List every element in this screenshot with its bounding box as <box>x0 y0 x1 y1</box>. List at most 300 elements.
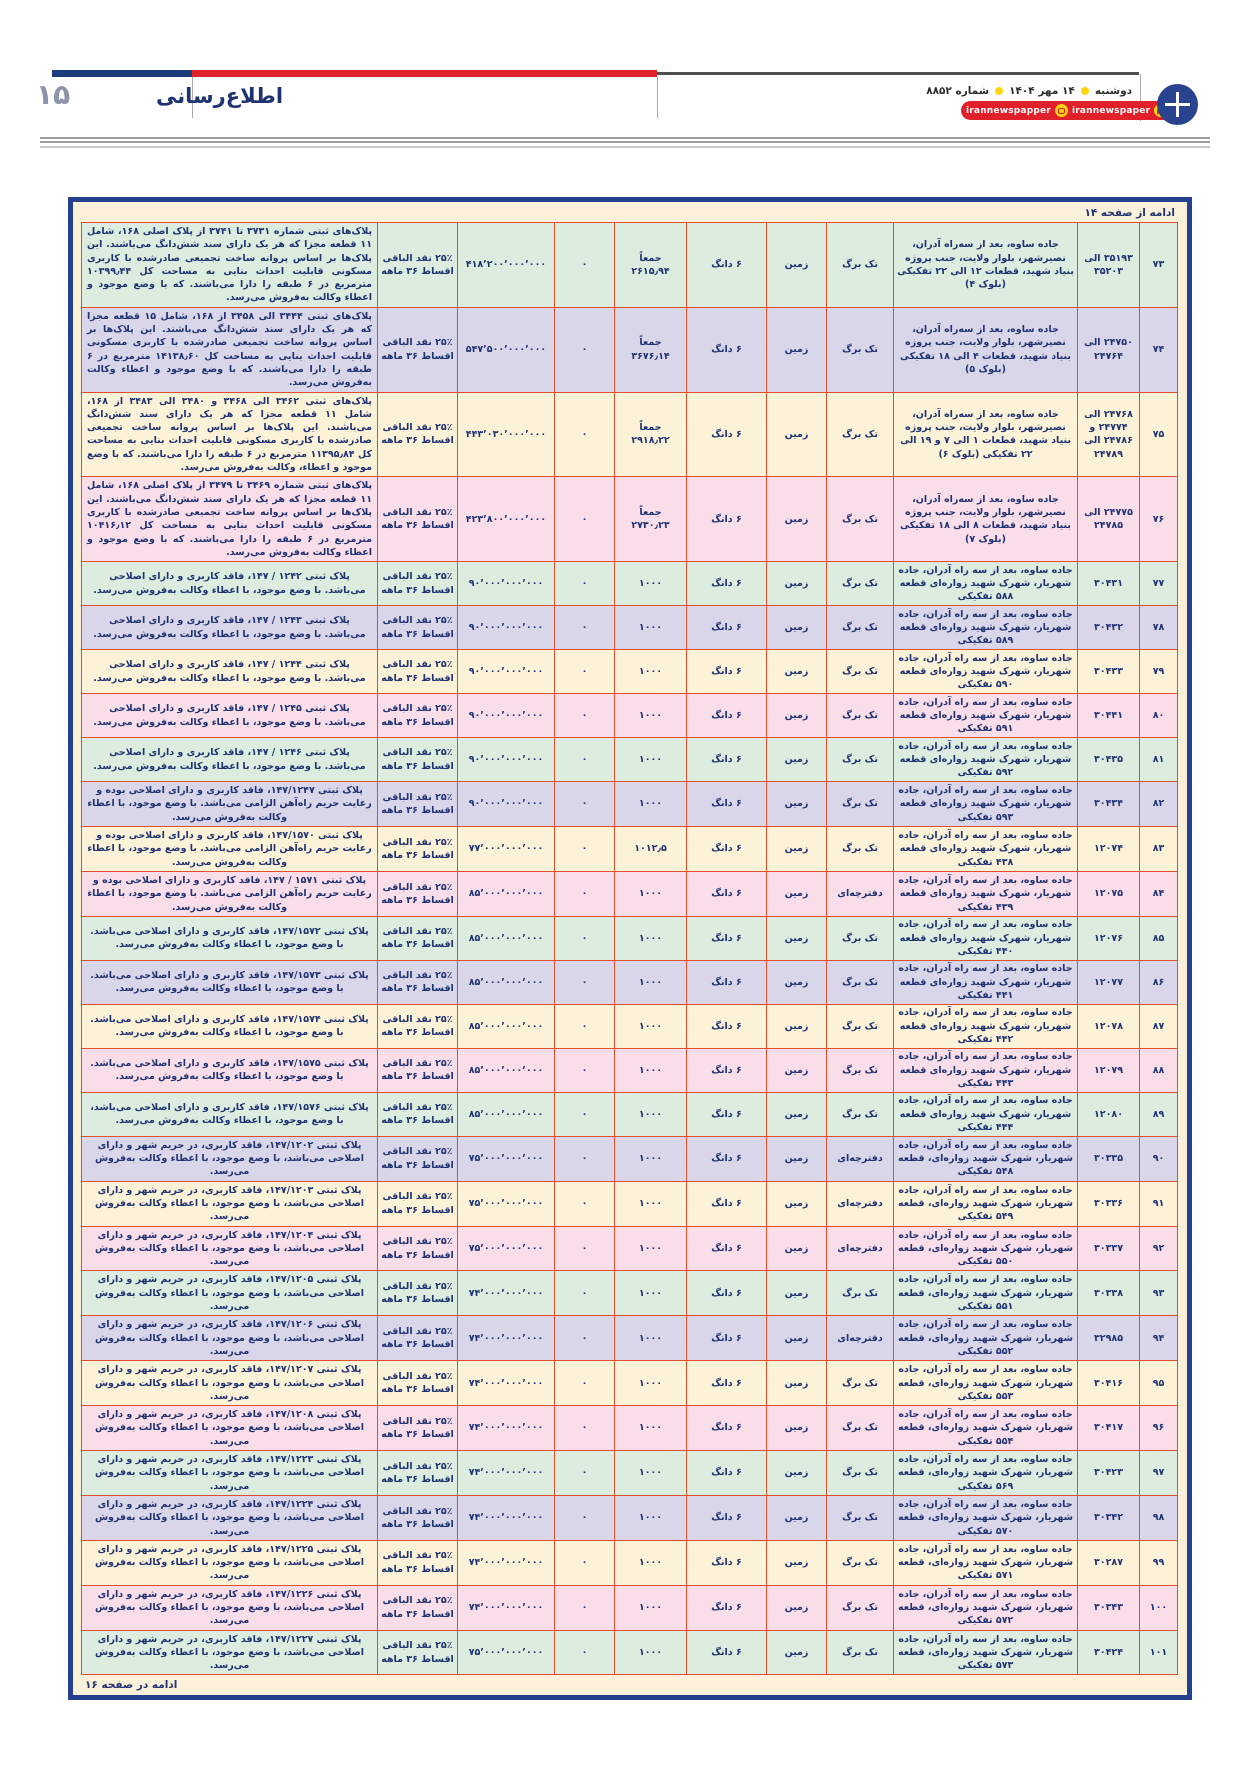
description-cell: پلاک ثبتی ۱۴۷/۱۲۲۷، فاقد کاربری، در حریم شهر و دارای اصلاحی می‌باشد، با وضع موجود، با اعطاء وکالت به‌فروش می‌رسد. <box>82 1630 378 1675</box>
price-cell: ۷۴٬۰۰۰٬۰۰۰٬۰۰۰ <box>458 1271 555 1316</box>
property-type-cell: زمین <box>767 871 827 916</box>
deed-type-cell: تک برگ <box>827 1540 894 1585</box>
dang-cell: ۶ دانگ <box>687 606 767 650</box>
dang-cell: ۶ دانگ <box>687 916 767 960</box>
description-cell: پلاک ثبتی ۱۴۷/۱۲۰۴، فاقد کاربری، در حریم شهر و دارای اصلاحی می‌باشد، با وضع موجود، با اعطاء وکالت به‌فروش می‌رسد. <box>82 1226 378 1271</box>
price-cell: ۷۵٬۰۰۰٬۰۰۰٬۰۰۰ <box>458 1136 555 1181</box>
dang-cell: ۶ دانگ <box>687 1630 767 1675</box>
deed-type-cell: تک برگ <box>827 1451 894 1496</box>
table-row <box>82 1271 1178 1316</box>
table-row <box>82 1226 1178 1271</box>
description-cell: پلاک ثبتی ۱۴۷/۱۵۷۲، فاقد کاربری و دارای اصلاحی می‌باشد. با وضع موجود، با اعطاء وکالت به‌فروش می‌رسد. <box>82 916 378 960</box>
plot-number-cell: ۳۰۳۳۶ <box>1078 1181 1140 1226</box>
area-cell: جمعاً ۳۶۷۶٫۱۴ <box>615 307 687 392</box>
deed-type-cell: تک برگ <box>827 1048 894 1092</box>
payment-terms-cell: ۲۵٪ نقد الباقی اقساط ۳۶ ماهه <box>378 1630 458 1675</box>
payment-terms-cell: ۲۵٪ نقد الباقی اقساط ۳۶ ماهه <box>378 223 458 308</box>
masthead-blue-bar <box>52 70 192 77</box>
area-cell: ۱۰۰۰ <box>615 562 687 606</box>
masthead-gray-rule <box>657 72 1139 75</box>
payment-terms-cell: ۲۵٪ نقد الباقی اقساط ۳۶ ماهه <box>378 1048 458 1092</box>
plot-number-cell: ۱۲۰۷۸ <box>1078 1004 1140 1048</box>
property-type-cell: زمین <box>767 1495 827 1540</box>
dang-cell: ۶ دانگ <box>687 827 767 872</box>
deed-type-cell: دفترچه‌ای <box>827 1316 894 1361</box>
payment-terms-cell: ۲۵٪ نقد الباقی اقساط ۳۶ ماهه <box>378 1092 458 1136</box>
description-cell: پلاک ثبتی ۱۲۴۴ / ۱۴۷، فاقد کاربری و دارای اصلاحی می‌باشد. با وضع موجود، با اعطاء وکالت به‌فروش می‌رسد. <box>82 650 378 694</box>
table-row <box>82 1451 1178 1496</box>
payment-terms-cell: ۲۵٪ نقد الباقی اقساط ۳۶ ماهه <box>378 694 458 738</box>
plot-number-cell: ۳۰۴۲۳ <box>1078 1451 1140 1496</box>
iran-newspaper-plus-logo-icon <box>1157 84 1198 125</box>
area-cell: ۱۰۰۰ <box>615 1181 687 1226</box>
plot-number-cell: ۳۵۱۹۳ الی ۳۵۲۰۳ <box>1078 223 1140 308</box>
area-cell: ۱۰۰۰ <box>615 1226 687 1271</box>
property-type-cell: زمین <box>767 1271 827 1316</box>
zero-cell: ۰ <box>555 1630 615 1675</box>
payment-terms-cell: ۲۵٪ نقد الباقی اقساط ۳۶ ماهه <box>378 606 458 650</box>
area-cell: ۱۰۰۰ <box>615 1406 687 1451</box>
property-type-cell: زمین <box>767 392 827 477</box>
zero-cell: ۰ <box>555 1585 615 1630</box>
payment-terms-cell: ۲۵٪ نقد الباقی اقساط ۳۶ ماهه <box>378 960 458 1004</box>
payment-terms-cell: ۲۵٪ نقد الباقی اقساط ۳۶ ماهه <box>378 1361 458 1406</box>
dang-cell: ۶ دانگ <box>687 562 767 606</box>
property-type-cell: زمین <box>767 827 827 872</box>
plot-number-cell: ۳۰۴۱۶ <box>1078 1361 1140 1406</box>
description-cell: پلاک ثبتی ۱۴۷/۱۲۰۲، فاقد کاربری، در حریم شهر و دارای اصلاحی می‌باشد، با وضع موجود، با اعطاء وکالت به‌فروش می‌رسد. <box>82 1136 378 1181</box>
property-type-cell: زمین <box>767 1316 827 1361</box>
property-type-cell: زمین <box>767 1585 827 1630</box>
address-cell: جاده ساوه، بعد از سه راه آدران، جاده شهریار، شهرک شهید زواره‌ای قطعه ۴۴۳ تفکیکی <box>894 1048 1078 1092</box>
plot-number-cell: ۳۰۴۳۱ <box>1078 562 1140 606</box>
table-row <box>82 606 1178 650</box>
deed-type-cell: تک برگ <box>827 1495 894 1540</box>
area-cell: ۱۰۰۰ <box>615 1451 687 1496</box>
dang-cell: ۶ دانگ <box>687 1540 767 1585</box>
deed-type-cell: تک برگ <box>827 694 894 738</box>
address-cell: جاده ساوه، بعد از سه‌راه آدران، نصیرشهر، بلوار ولایت، جنب پروژه بنیاد شهید، قطعات ۴ الی ۱۸ تفکیکی (بلوک ۵) <box>894 307 1078 392</box>
payment-terms-cell: ۲۵٪ نقد الباقی اقساط ۳۶ ماهه <box>378 916 458 960</box>
description-cell: پلاک ثبتی ۱۵۷۱ / ۱۴۷، فاقد کاربری و دارای اصلاحی بوده و رعایت حریم راه‌آهن الزامی می‌باشد. با وضع موجود، با اعطاء وکالت به‌فروش می‌رسد. <box>82 871 378 916</box>
price-cell: ۸۵٬۰۰۰٬۰۰۰٬۰۰۰ <box>458 1048 555 1092</box>
address-cell: جاده ساوه، بعد از سه راه آدران، جاده شهریار، شهرک شهید زواره‌ای، قطعه ۵۷۰ تفکیکی <box>894 1495 1078 1540</box>
description-cell: پلاک ثبتی ۱۴۷/۱۲۲۳، فاقد کاربری، در حریم شهر و دارای اصلاحی می‌باشد، با وضع موجود، با اعطاء وکالت به‌فروش می‌رسد. <box>82 1451 378 1496</box>
table-row <box>82 223 1178 308</box>
description-cell: پلاک ثبتی ۱۴۷/۱۲۰۳، فاقد کاربری، در حریم شهر و دارای اصلاحی می‌باشد، با وضع موجود، با اعطاء وکالت به‌فروش می‌رسد. <box>82 1181 378 1226</box>
zero-cell: ۰ <box>555 1540 615 1585</box>
row-number-cell: ۸۷ <box>1140 1004 1178 1048</box>
plot-number-cell: ۳۲۹۸۵ <box>1078 1316 1140 1361</box>
property-type-cell: زمین <box>767 694 827 738</box>
date-label: ۱۴ مهر ۱۴۰۴ <box>1009 85 1075 97</box>
zero-cell: ۰ <box>555 1316 615 1361</box>
deed-type-cell: دفترچه‌ای <box>827 1136 894 1181</box>
table-row <box>82 1092 1178 1136</box>
address-cell: جاده ساوه، بعد از سه راه آدران، جاده شهریار، شهرک شهید زواره‌ای قطعه ۴۴۲ تفکیکی <box>894 1004 1078 1048</box>
table-row <box>82 1316 1178 1361</box>
section-title: اطلاع‌رسانی <box>156 84 284 108</box>
table-row <box>82 307 1178 392</box>
price-cell: ۹۰٬۰۰۰٬۰۰۰٬۰۰۰ <box>458 606 555 650</box>
deed-type-cell: دفترچه‌ای <box>827 871 894 916</box>
price-cell: ۸۵٬۰۰۰٬۰۰۰٬۰۰۰ <box>458 960 555 1004</box>
plot-number-cell: ۱۲۰۸۰ <box>1078 1092 1140 1136</box>
zero-cell: ۰ <box>555 223 615 308</box>
row-number-cell: ۹۲ <box>1140 1226 1178 1271</box>
property-type-cell: زمین <box>767 1048 827 1092</box>
deed-type-cell: تک برگ <box>827 960 894 1004</box>
area-cell: ۱۰۱۲٫۵ <box>615 827 687 872</box>
social-handle[interactable]: irannewspapper <box>966 105 1051 116</box>
zero-cell: ۰ <box>555 827 615 872</box>
payment-terms-cell: ۲۵٪ نقد الباقی اقساط ۳۶ ماهه <box>378 1540 458 1585</box>
address-cell: جاده ساوه، بعد از سه راه آدران، جاده شهریار، شهرک شهید زواره‌ای قطعه ۴۴۱ تفکیکی <box>894 960 1078 1004</box>
table-row <box>82 1361 1178 1406</box>
dang-cell: ۶ دانگ <box>687 1181 767 1226</box>
deed-type-cell: تک برگ <box>827 392 894 477</box>
plot-number-cell: ۱۲۰۷۶ <box>1078 916 1140 960</box>
payment-terms-cell: ۲۵٪ نقد الباقی اقساط ۳۶ ماهه <box>378 307 458 392</box>
property-type-cell: زمین <box>767 782 827 827</box>
zero-cell: ۰ <box>555 1092 615 1136</box>
deed-type-cell: تک برگ <box>827 562 894 606</box>
property-type-cell: زمین <box>767 960 827 1004</box>
area-cell: ۱۰۰۰ <box>615 694 687 738</box>
price-cell: ۸۵٬۰۰۰٬۰۰۰٬۰۰۰ <box>458 1092 555 1136</box>
row-number-cell: ۹۸ <box>1140 1495 1178 1540</box>
description-cell: پلاک ثبتی ۱۴۷/۱۲۲۵، فاقد کاربری، در حریم شهر و دارای اصلاحی می‌باشد، با وضع موجود، با اعطاء وکالت به‌فروش می‌رسد. <box>82 1540 378 1585</box>
address-cell: جاده ساوه، بعد از سه راه آدران، جاده شهریار، شهرک شهید زواره‌ای، قطعه ۵۵۴ تفکیکی <box>894 1406 1078 1451</box>
row-number-cell: ۹۳ <box>1140 1271 1178 1316</box>
price-cell: ۸۵٬۰۰۰٬۰۰۰٬۰۰۰ <box>458 1004 555 1048</box>
header-divider <box>657 77 658 118</box>
property-type-cell: زمین <box>767 223 827 308</box>
table-row <box>82 916 1178 960</box>
deed-type-cell: تک برگ <box>827 1630 894 1675</box>
description-cell: پلاک ثبتی ۱۴۷/۱۲۴۷، فاقد کاربری و دارای اصلاحی بوده و رعایت حریم راه‌آهن الزامی می‌باشد. با وضع موجود، با اعطاء وکالت به‌فروش می‌رسد. <box>82 782 378 827</box>
address-cell: جاده ساوه، بعد از سه راه آدران، جاده شهریار، شهرک شهید زواره‌ای قطعه ۴۴۰ تفکیکی <box>894 916 1078 960</box>
table-row <box>82 562 1178 606</box>
deed-type-cell: تک برگ <box>827 827 894 872</box>
dang-cell: ۶ دانگ <box>687 1048 767 1092</box>
address-cell: جاده ساوه، بعد از سه راه آدران، جاده شهریار، شهرک شهید زواره‌ای قطعه ۵۹۲ تفکیکی <box>894 738 1078 782</box>
price-cell: ۸۵٬۰۰۰٬۰۰۰٬۰۰۰ <box>458 916 555 960</box>
row-number-cell: ۹۱ <box>1140 1181 1178 1226</box>
description-cell: پلاک‌های ثبتی ۳۴۴۴ الی ۳۴۵۸ از ۱۶۸، شامل ۱۵ قطعه مجزا که هر یک دارای سند شش‌دانگ می‌باشند. این پلاک‌ها بر اساس پروانه ساخت تجمیعی صادرشده با کاربری مسکونی قابلیت احداث بنایی به مساحت کل ۱۴۱۳۸٫۶۰ مترمربع در ۶ طبقه را دارا می‌باشند. که با وضع موجود و اعطاء وکالت به‌فروش می‌رسد. <box>82 307 378 392</box>
dang-cell: ۶ دانگ <box>687 782 767 827</box>
issue-label: شماره ۸۸۵۲ <box>926 85 990 97</box>
row-number-cell: ۹۷ <box>1140 1451 1178 1496</box>
payment-terms-cell: ۲۵٪ نقد الباقی اقساط ۳۶ ماهه <box>378 392 458 477</box>
payment-terms-cell: ۲۵٪ نقد الباقی اقساط ۳۶ ماهه <box>378 827 458 872</box>
payment-terms-cell: ۲۵٪ نقد الباقی اقساط ۳۶ ماهه <box>378 1585 458 1630</box>
row-number-cell: ۷۹ <box>1140 650 1178 694</box>
payment-terms-cell: ۲۵٪ نقد الباقی اقساط ۳۶ ماهه <box>378 562 458 606</box>
price-cell: ۷۴٬۰۰۰٬۰۰۰٬۰۰۰ <box>458 1495 555 1540</box>
description-cell: پلاک ثبتی ۱۲۴۵ / ۱۴۷، فاقد کاربری و دارای اصلاحی می‌باشد. با وضع موجود، با اعطاء وکالت به‌فروش می‌رسد. <box>82 694 378 738</box>
payment-terms-cell: ۲۵٪ نقد الباقی اقساط ۳۶ ماهه <box>378 738 458 782</box>
plot-number-cell: ۳۰۲۸۷ <box>1078 1540 1140 1585</box>
price-cell: ۷۴٬۰۰۰٬۰۰۰٬۰۰۰ <box>458 1361 555 1406</box>
price-cell: ۹۰٬۰۰۰٬۰۰۰٬۰۰۰ <box>458 650 555 694</box>
zero-cell: ۰ <box>555 694 615 738</box>
price-cell: ۷۴٬۰۰۰٬۰۰۰٬۰۰۰ <box>458 1585 555 1630</box>
payment-terms-cell: ۲۵٪ نقد الباقی اقساط ۳۶ ماهه <box>378 782 458 827</box>
bullet-dot-icon <box>1081 87 1089 95</box>
zero-cell: ۰ <box>555 1406 615 1451</box>
zero-cell: ۰ <box>555 1048 615 1092</box>
address-cell: جاده ساوه، بعد از سه راه آدران، جاده شهریار، شهرک شهید زواره‌ای قطعه ۵۹۰ تفکیکی <box>894 650 1078 694</box>
area-cell: ۱۰۰۰ <box>615 1271 687 1316</box>
property-type-cell: زمین <box>767 307 827 392</box>
continued-from-note: ادامه از صفحه ۱۴ <box>1084 207 1175 219</box>
area-cell: ۱۰۰۰ <box>615 871 687 916</box>
description-cell: پلاک ثبتی ۱۴۷/۱۵۷۴، فاقد کاربری و دارای اصلاحی می‌باشد. با وضع موجود، با اعطاء وکالت به‌فروش می‌رسد. <box>82 1004 378 1048</box>
header-rule <box>40 137 1210 139</box>
row-number-cell: ۹۰ <box>1140 1136 1178 1181</box>
plot-number-cell: ۲۴۷۷۵ الی ۲۴۷۸۵ <box>1078 477 1140 562</box>
row-number-cell: ۹۹ <box>1140 1540 1178 1585</box>
dang-cell: ۶ دانگ <box>687 1585 767 1630</box>
plot-number-cell: ۱۲۰۷۷ <box>1078 960 1140 1004</box>
price-cell: ۷۴٬۰۰۰٬۰۰۰٬۰۰۰ <box>458 1316 555 1361</box>
bullet-dot-icon <box>995 87 1003 95</box>
address-cell: جاده ساوه، بعد از سه راه آدران، جاده شهریار، شهرک شهید زواره‌ای، قطعه ۵۵۳ تفکیکی <box>894 1361 1078 1406</box>
property-type-cell: زمین <box>767 1406 827 1451</box>
property-type-cell: زمین <box>767 1092 827 1136</box>
deed-type-cell: تک برگ <box>827 223 894 308</box>
area-cell: ۱۰۰۰ <box>615 960 687 1004</box>
description-cell: پلاک‌های ثبتی ۳۴۶۲ الی ۳۴۶۸ و ۳۴۸۰ الی ۳۴۸۳ از ۱۶۸، شامل ۱۱ قطعه مجزا که هر یک دارای سند شش‌دانگ می‌باشند. این پلاک‌ها بر اساس پروانه ساخت تجمیعی صادرشده با کاربری مسکونی قابلیت احداث بنایی به مساحت کل ۱۱۳۹۵٫۸۴ مترمربع در ۶ طبقه را دارا می‌باشند. که با وضع موجود و اعطاء، وکالت به‌فروش می‌رسد. <box>82 392 378 477</box>
social-media-bar <box>961 101 1189 120</box>
payment-terms-cell: ۲۵٪ نقد الباقی اقساط ۳۶ ماهه <box>378 1495 458 1540</box>
table-row <box>82 1585 1178 1630</box>
plot-number-cell: ۱۲۰۷۵ <box>1078 871 1140 916</box>
description-cell: پلاک ثبتی ۱۴۷/۱۲۲۶، فاقد کاربری، در حریم شهر و دارای اصلاحی می‌باشد، با وضع موجود، با اعطاء وکالت به‌فروش می‌رسد. <box>82 1585 378 1630</box>
property-type-cell: زمین <box>767 916 827 960</box>
table-row <box>82 1495 1178 1540</box>
dang-cell: ۶ دانگ <box>687 307 767 392</box>
dang-cell: ۶ دانگ <box>687 1361 767 1406</box>
price-cell: ۴۴۳٬۰۳۰٬۰۰۰٬۰۰۰ <box>458 392 555 477</box>
price-cell: ۷۷٬۰۰۰٬۰۰۰٬۰۰۰ <box>458 827 555 872</box>
zero-cell: ۰ <box>555 562 615 606</box>
area-cell: ۱۰۰۰ <box>615 738 687 782</box>
dang-cell: ۶ دانگ <box>687 1136 767 1181</box>
price-cell: ۹۰٬۰۰۰٬۰۰۰٬۰۰۰ <box>458 694 555 738</box>
address-cell: جاده ساوه، بعد از سه‌راه آدران، نصیرشهر، بلوار ولایت، جنب پروژه بنیاد شهید، قطعات ۱ الی ۷ و ۱۹ الی ۲۲ تفکیکی (بلوک ۶) <box>894 392 1078 477</box>
area-cell: ۱۰۰۰ <box>615 1585 687 1630</box>
dang-cell: ۶ دانگ <box>687 1406 767 1451</box>
instagram-icon[interactable] <box>1055 104 1068 117</box>
area-cell: ۱۰۰۰ <box>615 782 687 827</box>
row-number-cell: ۷۶ <box>1140 477 1178 562</box>
price-cell: ۹۰٬۰۰۰٬۰۰۰٬۰۰۰ <box>458 782 555 827</box>
social-handle[interactable]: irannewspaper <box>1071 105 1151 116</box>
payment-terms-cell: ۲۵٪ نقد الباقی اقساط ۳۶ ماهه <box>378 1004 458 1048</box>
area-cell: جمعاً ۲۹۱۸٫۲۲ <box>615 392 687 477</box>
description-cell: پلاک ثبتی ۱۴۷/۱۲۰۶، فاقد کاربری، در حریم شهر و دارای اصلاحی می‌باشد، با وضع موجود، با اعطاء وکالت به‌فروش می‌رسد. <box>82 1316 378 1361</box>
row-number-cell: ۹۶ <box>1140 1406 1178 1451</box>
address-cell: جاده ساوه، بعد از سه راه آدران، جاده شهریار، شهرک شهید زواره‌ای، قطعه ۵۴۸ تفکیکی <box>894 1136 1078 1181</box>
deed-type-cell: تک برگ <box>827 1585 894 1630</box>
row-number-cell: ۸۶ <box>1140 960 1178 1004</box>
property-type-cell: زمین <box>767 1361 827 1406</box>
table-row <box>82 1136 1178 1181</box>
table-row <box>82 694 1178 738</box>
property-type-cell: زمین <box>767 1451 827 1496</box>
address-cell: جاده ساوه، بعد از سه راه آدران، جاده شهریار، شهرک شهید زواره‌ای قطعه ۵۹۳ تفکیکی <box>894 782 1078 827</box>
description-cell: پلاک ثبتی ۱۴۷/۱۵۷۳، فاقد کاربری و دارای اصلاحی می‌باشد. با وضع موجود، با اعطاء وکالت به‌فروش می‌رسد. <box>82 960 378 1004</box>
dang-cell: ۶ دانگ <box>687 694 767 738</box>
area-cell: ۱۰۰۰ <box>615 1540 687 1585</box>
description-cell: پلاک ثبتی ۱۴۷/۱۲۰۸، فاقد کاربری، در حریم شهر و دارای اصلاحی می‌باشد، با وضع موجود، با اعطاء وکالت به‌فروش می‌رسد. <box>82 1406 378 1451</box>
deed-type-cell: تک برگ <box>827 916 894 960</box>
dang-cell: ۶ دانگ <box>687 738 767 782</box>
zero-cell: ۰ <box>555 960 615 1004</box>
zero-cell: ۰ <box>555 1136 615 1181</box>
row-number-cell: ۷۵ <box>1140 392 1178 477</box>
row-number-cell: ۱۰۰ <box>1140 1585 1178 1630</box>
property-type-cell: زمین <box>767 1630 827 1675</box>
description-cell: پلاک‌های ثبتی شماره ۳۷۳۱ تا ۳۷۴۱ از پلاک اصلی ۱۶۸، شامل ۱۱ قطعه مجزا که هر یک دارای سند شش‌دانگ می‌باشند. این پلاک‌ها بر اساس پروانه ساخت تجمیعی صادرشده با کاربری مسکونی قابلیت احداث بنایی به مساحت کل ۱۰۳۹۹٫۴۴ مترمربع در ۶ طبقه را دارا می‌باشند. که با وضع موجود و اعطاء وکالت به‌فروش می‌رسد. <box>82 223 378 308</box>
zero-cell: ۰ <box>555 1451 615 1496</box>
price-cell: ۷۴٬۰۰۰٬۰۰۰٬۰۰۰ <box>458 1451 555 1496</box>
plot-number-cell: ۳۰۴۴۱ <box>1078 694 1140 738</box>
table-row <box>82 1630 1178 1675</box>
header-rule <box>40 146 1210 148</box>
listings-table-frame <box>68 197 1192 1700</box>
row-number-cell: ۷۸ <box>1140 606 1178 650</box>
plot-number-cell: ۳۰۳۳۵ <box>1078 1136 1140 1181</box>
address-cell: جاده ساوه، بعد از سه راه آدران، جاده شهریار، شهرک شهید زواره‌ای، قطعه ۵۴۹ تفکیکی <box>894 1181 1078 1226</box>
description-cell: پلاک ثبتی ۱۴۷/۱۵۷۵، فاقد کاربری و دارای اصلاحی می‌باشد. با وضع موجود، با اعطاء وکالت به‌فروش می‌رسد. <box>82 1048 378 1092</box>
address-cell: جاده ساوه، بعد از سه راه آدران، جاده شهریار، شهرک شهید زواره‌ای، قطعه ۵۷۲ تفکیکی <box>894 1585 1078 1630</box>
table-row <box>82 827 1178 872</box>
row-number-cell: ۸۱ <box>1140 738 1178 782</box>
property-type-cell: زمین <box>767 1181 827 1226</box>
table-row <box>82 1004 1178 1048</box>
plot-number-cell: ۳۰۴۳۲ <box>1078 606 1140 650</box>
plot-number-cell: ۳۰۳۳۷ <box>1078 1226 1140 1271</box>
area-cell: ۱۰۰۰ <box>615 1495 687 1540</box>
address-cell: جاده ساوه، بعد از سه راه آدران، جاده شهریار، شهرک شهید زواره‌ای قطعه ۵۸۸ تفکیکی <box>894 562 1078 606</box>
price-cell: ۹۰٬۰۰۰٬۰۰۰٬۰۰۰ <box>458 562 555 606</box>
plot-number-cell: ۱۲۰۷۹ <box>1078 1048 1140 1092</box>
table-row <box>82 650 1178 694</box>
dang-cell: ۶ دانگ <box>687 1271 767 1316</box>
price-cell: ۹۰٬۰۰۰٬۰۰۰٬۰۰۰ <box>458 738 555 782</box>
area-cell: ۱۰۰۰ <box>615 1136 687 1181</box>
area-cell: جمعاً ۲۶۱۵٫۹۴ <box>615 223 687 308</box>
description-cell: پلاک ثبتی ۱۴۷/۱۵۷۰، فاقد کاربری و دارای اصلاحی بوده و رعایت حریم راه‌آهن الزامی می‌باشد. با وضع موجود، با اعطاء وکالت به‌فروش می‌رسد. <box>82 827 378 872</box>
dang-cell: ۶ دانگ <box>687 392 767 477</box>
property-type-cell: زمین <box>767 1226 827 1271</box>
page-number: ۱۵ <box>36 78 71 111</box>
property-type-cell: زمین <box>767 1540 827 1585</box>
price-cell: ۴۱۸٬۲۰۰٬۰۰۰٬۰۰۰ <box>458 223 555 308</box>
listings-table <box>81 222 1178 1675</box>
price-cell: ۴۲۳٬۸۰۰٬۰۰۰٬۰۰۰ <box>458 477 555 562</box>
payment-terms-cell: ۲۵٪ نقد الباقی اقساط ۳۶ ماهه <box>378 1451 458 1496</box>
plot-number-cell: ۳۰۴۳۴ <box>1078 782 1140 827</box>
zero-cell: ۰ <box>555 1004 615 1048</box>
plot-number-cell: ۳۰۳۳۸ <box>1078 1271 1140 1316</box>
dang-cell: ۶ دانگ <box>687 1226 767 1271</box>
address-cell: جاده ساوه، بعد از سه‌راه آدران، نصیرشهر، بلوار ولایت، جنب پروژه بنیاد شهید، قطعات ۸ الی ۱۸ تفکیکی (بلوک ۷) <box>894 477 1078 562</box>
plot-number-cell: ۳۰۴۱۷ <box>1078 1406 1140 1451</box>
area-cell: ۱۰۰۰ <box>615 1004 687 1048</box>
payment-terms-cell: ۲۵٪ نقد الباقی اقساط ۳۶ ماهه <box>378 1181 458 1226</box>
plot-number-cell: ۳۰۳۴۲ <box>1078 1495 1140 1540</box>
area-cell: ۱۰۰۰ <box>615 1630 687 1675</box>
property-type-cell: زمین <box>767 738 827 782</box>
zero-cell: ۰ <box>555 782 615 827</box>
property-type-cell: زمین <box>767 1004 827 1048</box>
row-number-cell: ۹۴ <box>1140 1316 1178 1361</box>
price-cell: ۷۴٬۰۰۰٬۰۰۰٬۰۰۰ <box>458 1406 555 1451</box>
zero-cell: ۰ <box>555 650 615 694</box>
area-cell: جمعاً ۲۷۳۰٫۲۳ <box>615 477 687 562</box>
description-cell: پلاک ثبتی ۱۲۴۶ / ۱۴۷، فاقد کاربری و دارای اصلاحی می‌باشد. با وضع موجود، با اعطاء وکالت به‌فروش می‌رسد. <box>82 738 378 782</box>
address-cell: جاده ساوه، بعد از سه راه آدران، جاده شهریار، شهرک شهید زواره‌ای قطعه ۴۳۹ تفکیکی <box>894 871 1078 916</box>
price-cell: ۵۴۷٬۵۰۰٬۰۰۰٬۰۰۰ <box>458 307 555 392</box>
payment-terms-cell: ۲۵٪ نقد الباقی اقساط ۳۶ ماهه <box>378 1271 458 1316</box>
payment-terms-cell: ۲۵٪ نقد الباقی اقساط ۳۶ ماهه <box>378 1406 458 1451</box>
dang-cell: ۶ دانگ <box>687 1451 767 1496</box>
deed-type-cell: تک برگ <box>827 1361 894 1406</box>
area-cell: ۱۰۰۰ <box>615 1316 687 1361</box>
address-cell: جاده ساوه، بعد از سه راه آدران، جاده شهریار، شهرک شهید زواره‌ای، قطعه ۵۵۱ تفکیکی <box>894 1271 1078 1316</box>
area-cell: ۱۰۰۰ <box>615 606 687 650</box>
deed-type-cell: تک برگ <box>827 1092 894 1136</box>
address-cell: جاده ساوه، بعد از سه‌راه آدران، نصیرشهر، بلوار ولایت، جنب پروژه بنیاد شهید، قطعات ۱۲ الی ۲۲ تفکیکی (بلوک ۴) <box>894 223 1078 308</box>
address-cell: جاده ساوه، بعد از سه راه آدران، جاده شهریار، شهرک شهید زواره‌ای، قطعه ۵۵۰ تفکیکی <box>894 1226 1078 1271</box>
plot-number-cell: ۳۰۳۴۳ <box>1078 1585 1140 1630</box>
plot-number-cell: ۱۲۰۷۴ <box>1078 827 1140 872</box>
area-cell: ۱۰۰۰ <box>615 916 687 960</box>
deed-type-cell: تک برگ <box>827 738 894 782</box>
description-cell: پلاک ثبتی ۱۲۴۲ / ۱۴۷، فاقد کاربری و دارای اصلاحی می‌باشد. با وضع موجود، با اعطاء وکالت به‌فروش می‌رسد. <box>82 562 378 606</box>
description-cell: پلاک‌های ثبتی شماره ۳۴۶۹ تا ۳۴۷۹ از پلاک اصلی ۱۶۸، شامل ۱۱ قطعه مجزا که هر یک دارای سند شش‌دانگ می‌باشند. این پلاک‌ها بر اساس پروانه ساخت تجمیعی صادرشده با کاربری مسکونی قابلیت احداث بنایی به مساحت کل ۱۰۴۱۶٫۱۲ مترمربع در ۶ طبقه را دارا می‌باشند. که با وضع موجود و اعطاء وکالت به‌فروش می‌رسد. <box>82 477 378 562</box>
deed-type-cell: تک برگ <box>827 782 894 827</box>
property-type-cell: زمین <box>767 1136 827 1181</box>
property-type-cell: زمین <box>767 606 827 650</box>
payment-terms-cell: ۲۵٪ نقد الباقی اقساط ۳۶ ماهه <box>378 1136 458 1181</box>
price-cell: ۷۵٬۰۰۰٬۰۰۰٬۰۰۰ <box>458 1226 555 1271</box>
row-number-cell: ۷۳ <box>1140 223 1178 308</box>
area-cell: ۱۰۰۰ <box>615 650 687 694</box>
address-cell: جاده ساوه، بعد از سه راه آدران، جاده شهریار، شهرک شهید زواره‌ای، قطعه ۵۷۱ تفکیکی <box>894 1540 1078 1585</box>
address-cell: جاده ساوه، بعد از سه راه آدران، جاده شهریار، شهرک شهید زواره‌ای، قطعه ۵۷۳ تفکیکی <box>894 1630 1078 1675</box>
plot-number-cell: ۲۴۷۵۰ الی ۲۴۷۶۴ <box>1078 307 1140 392</box>
zero-cell: ۰ <box>555 871 615 916</box>
address-cell: جاده ساوه، بعد از سه راه آدران، جاده شهریار، شهرک شهید زواره‌ای قطعه ۴۳۸ تفکیکی <box>894 827 1078 872</box>
row-number-cell: ۸۸ <box>1140 1048 1178 1092</box>
deed-type-cell: تک برگ <box>827 1406 894 1451</box>
plot-number-cell: ۳۰۴۳۳ <box>1078 650 1140 694</box>
dang-cell: ۶ دانگ <box>687 1004 767 1048</box>
header-rule <box>40 141 1210 143</box>
date-line <box>820 85 1132 97</box>
payment-terms-cell: ۲۵٪ نقد الباقی اقساط ۳۶ ماهه <box>378 650 458 694</box>
row-number-cell: ۸۰ <box>1140 694 1178 738</box>
table-row <box>82 1181 1178 1226</box>
price-cell: ۷۵٬۰۰۰٬۰۰۰٬۰۰۰ <box>458 1630 555 1675</box>
zero-cell: ۰ <box>555 738 615 782</box>
zero-cell: ۰ <box>555 1226 615 1271</box>
